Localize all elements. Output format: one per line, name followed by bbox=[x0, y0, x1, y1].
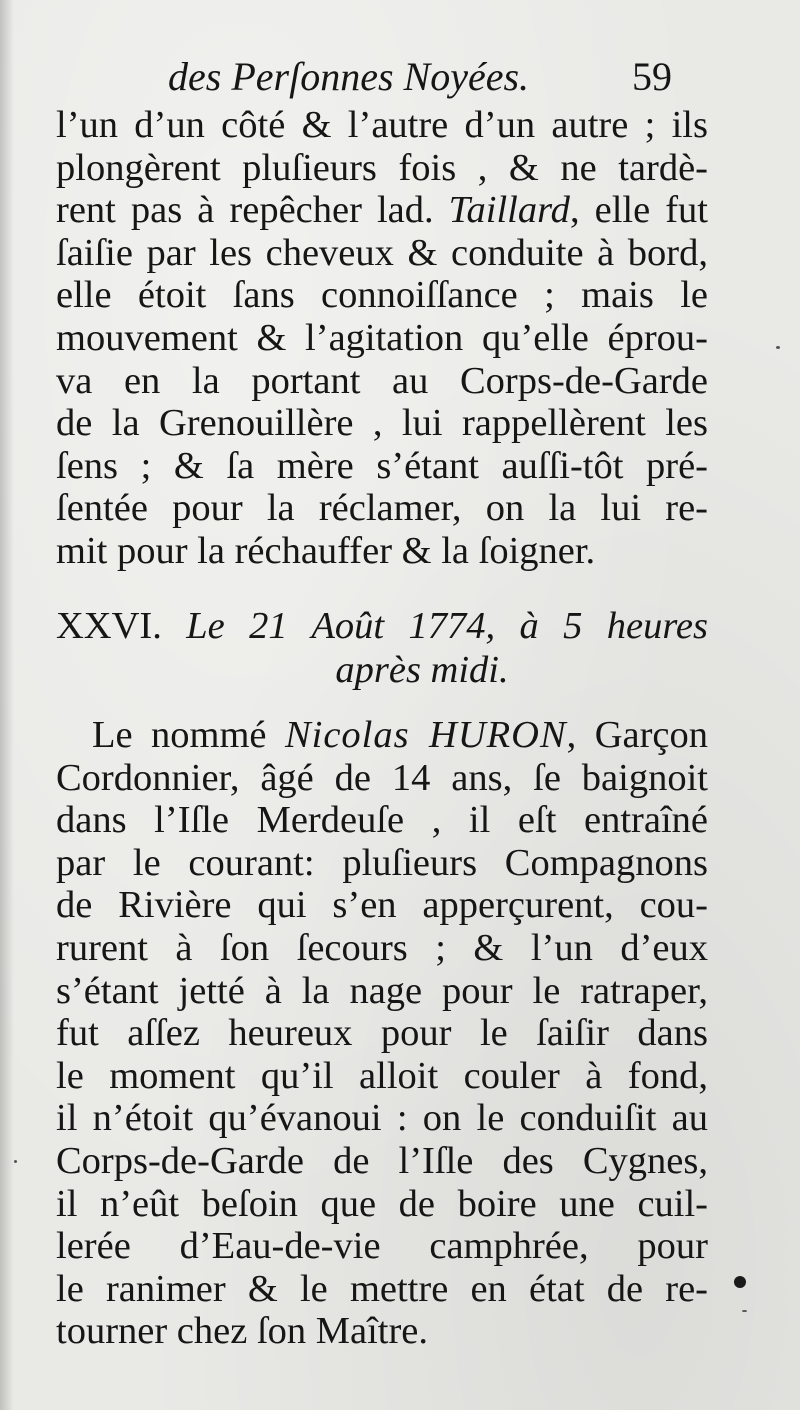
running-head-title: des Perſonnes Noyées. bbox=[168, 54, 530, 99]
text-segment: rent pas à repêcher lad. bbox=[56, 189, 449, 232]
person-name: Nicolas HURON bbox=[284, 714, 567, 756]
entry-number: XXVI. bbox=[56, 605, 162, 647]
text-line: ſentée pour la réclamer, on la lui re- bbox=[56, 487, 708, 530]
text-line: il n’eût beſoin que de boire une cuil- bbox=[56, 1182, 708, 1225]
text-line: il n’étoit qu’évanoui : on le conduiſit au bbox=[56, 1097, 708, 1140]
text-segment: , Garçon bbox=[566, 714, 708, 756]
text-line: l’un d’un côté & l’autre d’un autre ; ils bbox=[56, 104, 708, 146]
paragraph-entry bbox=[56, 714, 708, 1353]
text-line: plongèrent pluſieurs fois , & ne tardè- bbox=[56, 146, 708, 189]
text-line: de Rivière qui s’en apperçurent, cou- bbox=[56, 884, 708, 927]
entry-heading-line bbox=[56, 604, 708, 648]
person-name: Taillard bbox=[448, 189, 570, 232]
text-line: elle étoit ſans connoiſſance ; mais le bbox=[56, 274, 708, 317]
text-segment: Le nommé bbox=[92, 714, 285, 756]
text-line: Corps-de-Garde de l’Iſle des Cygnes, bbox=[56, 1139, 708, 1182]
page-gutter-shadow bbox=[0, 0, 14, 1410]
running-head bbox=[0, 52, 800, 102]
entry-time: après midi. bbox=[335, 649, 509, 691]
text-line: le moment qu’il alloit couler à fond, bbox=[56, 1054, 708, 1097]
text-line: va en la portant au Corps-de-Garde bbox=[56, 359, 708, 402]
entry-date: Le 21 Août 1774, à 5 heures bbox=[186, 605, 709, 647]
text-line: dans l’Iſle Merdeuſe , il eſt entraîné bbox=[56, 799, 708, 842]
page-number: 59 bbox=[632, 54, 672, 99]
text-line: mouvement & l’agitation qu’elle éprou- bbox=[56, 316, 708, 359]
text-line: ſens ; & ſa mère s’étant auſſi-tôt pré- bbox=[56, 444, 708, 487]
text-line-with-name bbox=[56, 189, 708, 232]
ink-dot bbox=[734, 1276, 746, 1288]
text-line: rurent à ſon ſecours ; & l’un d’eux bbox=[56, 926, 708, 969]
text-line: Cordonnier, âgé de 14 ans, ſe baignoit bbox=[56, 756, 708, 799]
paper-speck bbox=[776, 346, 780, 349]
paper-speck bbox=[14, 1160, 17, 1163]
text-line: le ranimer & le mettre en état de re- bbox=[56, 1267, 708, 1310]
text-line: tourner chez ſon Maître. bbox=[56, 1310, 429, 1353]
entry-heading bbox=[56, 604, 708, 692]
text-segment: , elle fut bbox=[569, 189, 708, 232]
text-line: s’étant jetté à la nage pour le ratraper, bbox=[56, 969, 708, 1012]
text-line: mit pour la réchauffer & la ſoigner. bbox=[56, 529, 596, 572]
text-line: ſaiſie par les cheveux & conduite à bord, bbox=[56, 231, 708, 274]
text-line: lerée d’Eau-de-vie camphrée, pour bbox=[56, 1225, 708, 1268]
text-line: par le courant: pluſieurs Compagnons bbox=[56, 841, 708, 884]
paragraph-continued bbox=[56, 104, 708, 573]
text-line: de la Grenouillère , lui rappellèrent les bbox=[56, 402, 708, 445]
text-line: fut aſſez heureux pour le ſaiſir dans bbox=[56, 1012, 708, 1055]
text-line-with-name bbox=[56, 714, 708, 757]
paper-speck bbox=[742, 1310, 747, 1312]
